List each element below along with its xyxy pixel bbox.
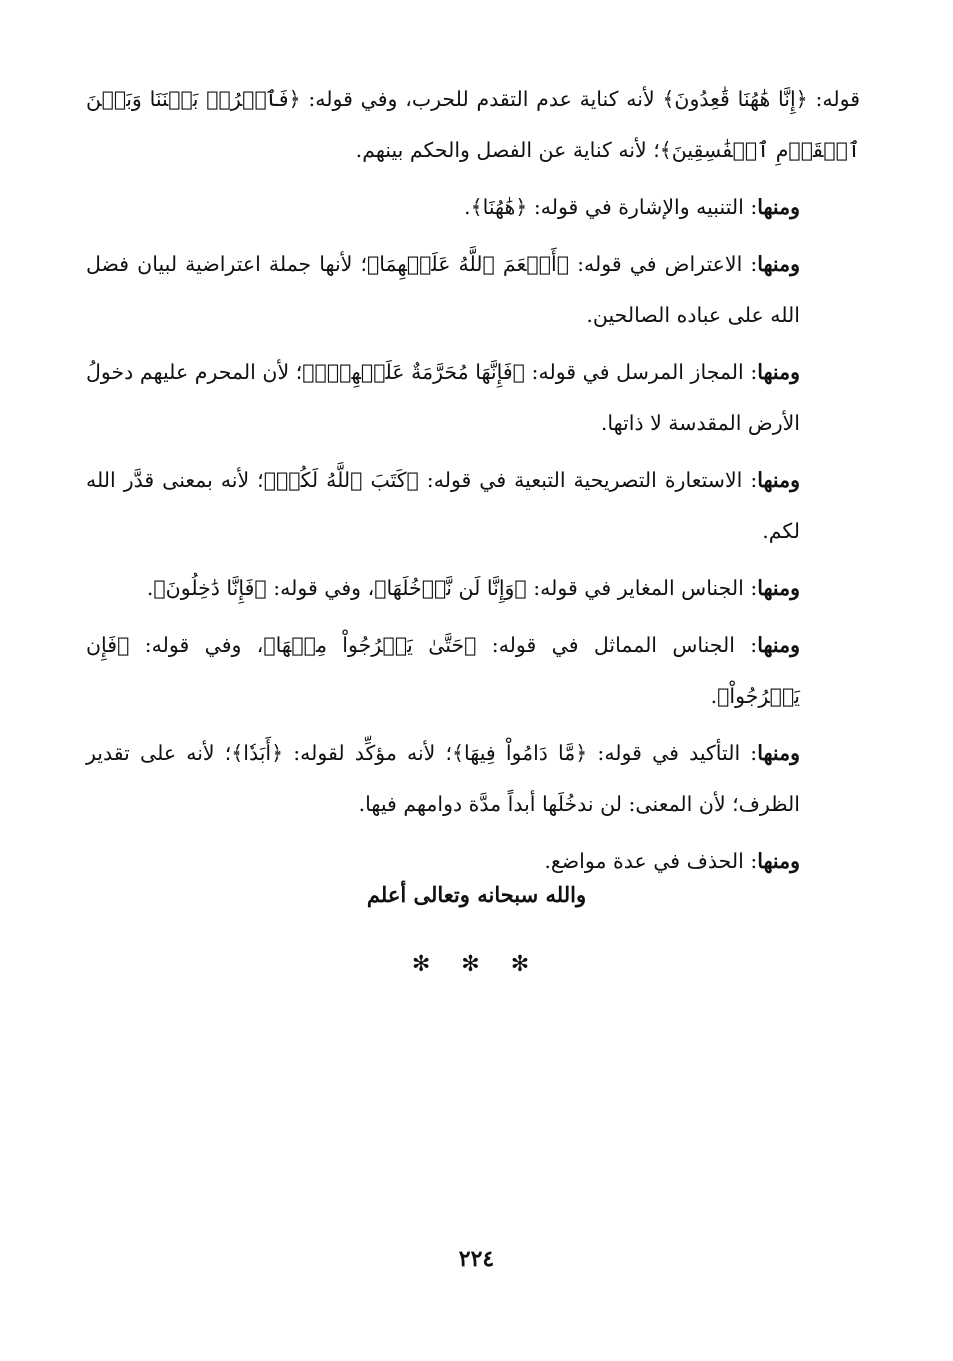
paragraph-text: : المجاز المرسل في قوله: bbox=[524, 360, 758, 384]
paragraph bbox=[86, 728, 860, 830]
section-lead: ومنها bbox=[757, 360, 800, 384]
section-ornament: ✻ ✻ ✻ bbox=[411, 952, 542, 977]
paragraph-text: : الاستعارة التصريحية التبعية في قوله: bbox=[418, 468, 758, 492]
quran-quote: ﴿فَإِنَّا دَٰخِلُونَ﴾ bbox=[153, 576, 267, 600]
section-lead: ومنها bbox=[757, 252, 800, 276]
body-text bbox=[86, 74, 860, 887]
paragraph-text: ؛ لأنها جملة اعتراضية لبيان فضل الله على عباده الصالحين. bbox=[86, 252, 800, 327]
paragraph-text: : التنبيه والإشارة في قوله: bbox=[527, 195, 758, 219]
paragraph-text: : الجناس المغاير في قوله: bbox=[526, 576, 758, 600]
paragraph-text: ؛ لأنه بمعنى قدَّر الله لكم. bbox=[86, 468, 800, 543]
paragraph bbox=[86, 836, 860, 887]
section-lead: ومنها bbox=[757, 741, 800, 765]
paragraph-text: : الجناس المماثل في قوله: bbox=[476, 633, 758, 657]
quran-quote: ﴿فَإِن يَخۡرُجُواْ﴾ bbox=[86, 633, 800, 708]
paragraph-text: ؛ لأنه مؤكِّد لقوله: bbox=[283, 741, 452, 765]
section-lead: ومنها bbox=[757, 468, 800, 492]
paragraph bbox=[86, 563, 860, 614]
paragraph-text: ؛ لأنه على تقدير الظرف؛ لأن المعنى: لن ندخُلَها أبداً مدَّة دوامهم فيها. bbox=[86, 741, 800, 816]
paragraph bbox=[86, 182, 860, 233]
paragraph bbox=[86, 347, 860, 449]
section-lead: ومنها bbox=[757, 633, 800, 657]
paragraph bbox=[86, 74, 860, 176]
paragraph-text: . bbox=[464, 195, 471, 219]
quran-quote: ﴿هَٰهُنَا﴾ bbox=[470, 195, 528, 219]
quran-quote: ﴿كَتَبَ ٱللَّهُ لَكُمۡ﴾ bbox=[263, 468, 419, 492]
paragraph-text: . bbox=[146, 576, 154, 600]
quran-quote: ﴿فَإِنَّهَا مُحَرَّمَةٌ عَلَيۡهِمۡۛ﴾ bbox=[302, 360, 525, 384]
paragraph-text: ، وفي قوله: bbox=[266, 576, 375, 600]
section-lead: ومنها bbox=[757, 849, 800, 873]
quran-quote: ﴿إِنَّا هَٰهُنَا قَٰعِدُونَ﴾ bbox=[662, 87, 808, 111]
section-lead: ومنها bbox=[757, 195, 800, 219]
paragraph-text: لأنه كناية عدم التقدم للحرب، وفي قوله: bbox=[300, 87, 663, 111]
paragraph bbox=[86, 455, 860, 557]
paragraph-text: : التأكيد في قوله: bbox=[587, 741, 758, 765]
quran-quote: ﴿فَٱفۡرُقۡ بَيۡنَنَا وَبَيۡنَ ٱلۡقَوۡمِ ٱلۡفَٰسِقِينَ﴾ bbox=[86, 87, 860, 162]
quran-quote: ﴿حَتَّىٰ يَخۡرُجُواْ مِنۡهَا﴾ bbox=[263, 633, 477, 657]
closing-line: والله سبحانه وتعالى أعلم bbox=[366, 882, 587, 907]
quran-quote: ﴿مَّا دَامُواْ فِيهَا﴾ bbox=[452, 741, 588, 765]
paragraph bbox=[86, 239, 860, 341]
section-lead: ومنها bbox=[757, 576, 800, 600]
paragraph-text: : الاعتراض في قوله: bbox=[569, 252, 758, 276]
paragraph bbox=[86, 620, 860, 722]
paragraph-text: ؛ لأن المحرم عليهم دخولُ الأرض المقدسة لا ذاتها. bbox=[86, 360, 800, 435]
paragraph-text: ؛ لأنه كناية عن الفصل والحكم بينهم. bbox=[355, 138, 660, 162]
paragraph-text: ، وفي قوله: bbox=[129, 633, 264, 657]
paragraph-text: قوله: bbox=[807, 87, 860, 111]
quran-quote: ﴿وَإِنَّا لَن نَّدۡخُلَهَا﴾ bbox=[374, 576, 527, 600]
page-number: ٢٢٤ bbox=[458, 1246, 495, 1272]
paragraph-text: . bbox=[710, 684, 718, 708]
paragraph-text: : الحذف في عدة مواضع. bbox=[544, 849, 758, 873]
quran-quote: ﴿أَنۡعَمَ ٱللَّهُ عَلَيۡهِمَا﴾ bbox=[366, 252, 570, 276]
quran-quote: ﴿أَبَدٗا﴾ bbox=[231, 741, 284, 765]
